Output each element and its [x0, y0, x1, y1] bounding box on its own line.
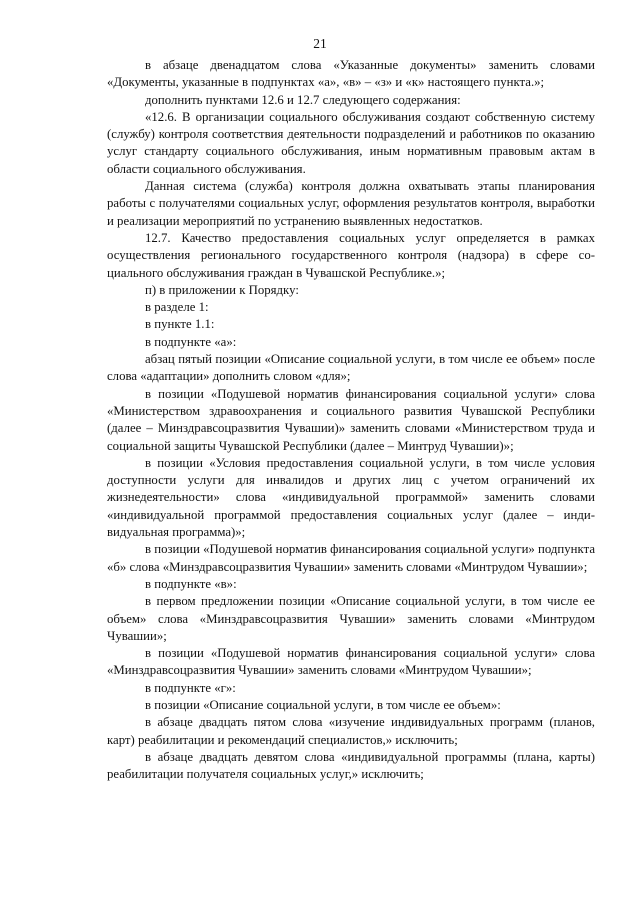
paragraph: в позиции «Подушевой норматив финансирования социальной услуги» слова «Министерством здравоохранения и социального развития Чувашской Республики (далее – Минздравсоцразвития Чувашии)» заменить словами «Министерством труда и социальной защиты Чувашской Республики (далее – Минтруд Чувашии)»; — [107, 386, 595, 453]
paragraph: в подпункте «в»: — [145, 576, 237, 591]
paragraph: п) в приложении к Порядку: — [145, 282, 299, 297]
paragraph: в разделе 1: — [145, 300, 209, 315]
paragraph: в подпункте «г»: — [145, 680, 236, 695]
paragraph: в подпункте «а»: — [145, 334, 237, 349]
document-body — [107, 57, 595, 783]
paragraph: в позиции «Подушевой норматив финансирования социальной услуги» слова «Минздравсоцразвития Чувашии» заменить словами «Минтрудом Чувашии»; — [107, 646, 595, 678]
paragraph: в пункте 1.1: — [145, 317, 215, 332]
paragraph: в абзаце двадцать пятом слова «изучение индивидуальных программ (планов, карт) реабилитации и рекомендаций специалистов,» исключить; — [107, 715, 595, 747]
page-number: 21 — [313, 36, 327, 51]
paragraph: в первом предложении позиции «Описание социальной услуги, в том числе ее объем» слова «Минздравсоцразвития Чувашии» заменить словами «Минтрудом Чувашии»; — [107, 594, 595, 643]
paragraph: абзац пятый позиции «Описание социальной услуги, в том числе ее объем» после слова «адаптации» дополнить словом «для»; — [107, 352, 595, 384]
paragraph: дополнить пунктами 12.6 и 12.7 следующего содержания: — [145, 92, 461, 107]
paragraph: в позиции «Условия предоставления социальной услуги, в том числе условия доступности услуги для инвалидов и других лиц с учетом ограничений их жизнедеятельности» слова «индивидуальной программой» заменить словами «индивидуальной программой предоставления социальных услуг (далее – индивидуальная программа)»; — [107, 455, 595, 540]
paragraph: «12.6. В организации социального обслуживания создают собственную систему (службу) контроля соответствия деятельности подразделений и работников по оказанию услуг стандарту социального обслуживания, иным нормативным правовым актам в области социального обслуживания. — [107, 109, 595, 176]
paragraph: в абзаце двадцать девятом слова «индивидуальной программы (плана, карты) реабилитации получателя социальных услуг,» исключить; — [107, 749, 595, 782]
paragraph: в абзаце двенадцатом слова «Указанные документы» заменить словами «Документы, указанные в подпунктах «а», «в» – «з» и «к» настоящего пункта.»; — [107, 58, 595, 90]
paragraph: Данная система (служба) контроля должна охватывать этапы планирования работы с получателями социальных услуг, оформления результатов контроля, выработки и реализации мероприятий по устранению выявленных недостатков. — [107, 179, 595, 228]
paragraph: 12.7. Качество предоставления социальных услуг определяется в рамках осуществления регионального государственного контроля (надзора) в сфере социального обслуживания граждан в Чувашской Республике.»; — [107, 230, 595, 280]
paragraph: в позиции «Описание социальной услуги, в том числе ее объем»: — [145, 697, 501, 712]
paragraph: в позиции «Подушевой норматив финансирования социальной услуги» подпункта «б» слова «Минздравсоцразвития Чувашии» заменить словами «Минтрудом Чувашии»; — [107, 542, 595, 574]
